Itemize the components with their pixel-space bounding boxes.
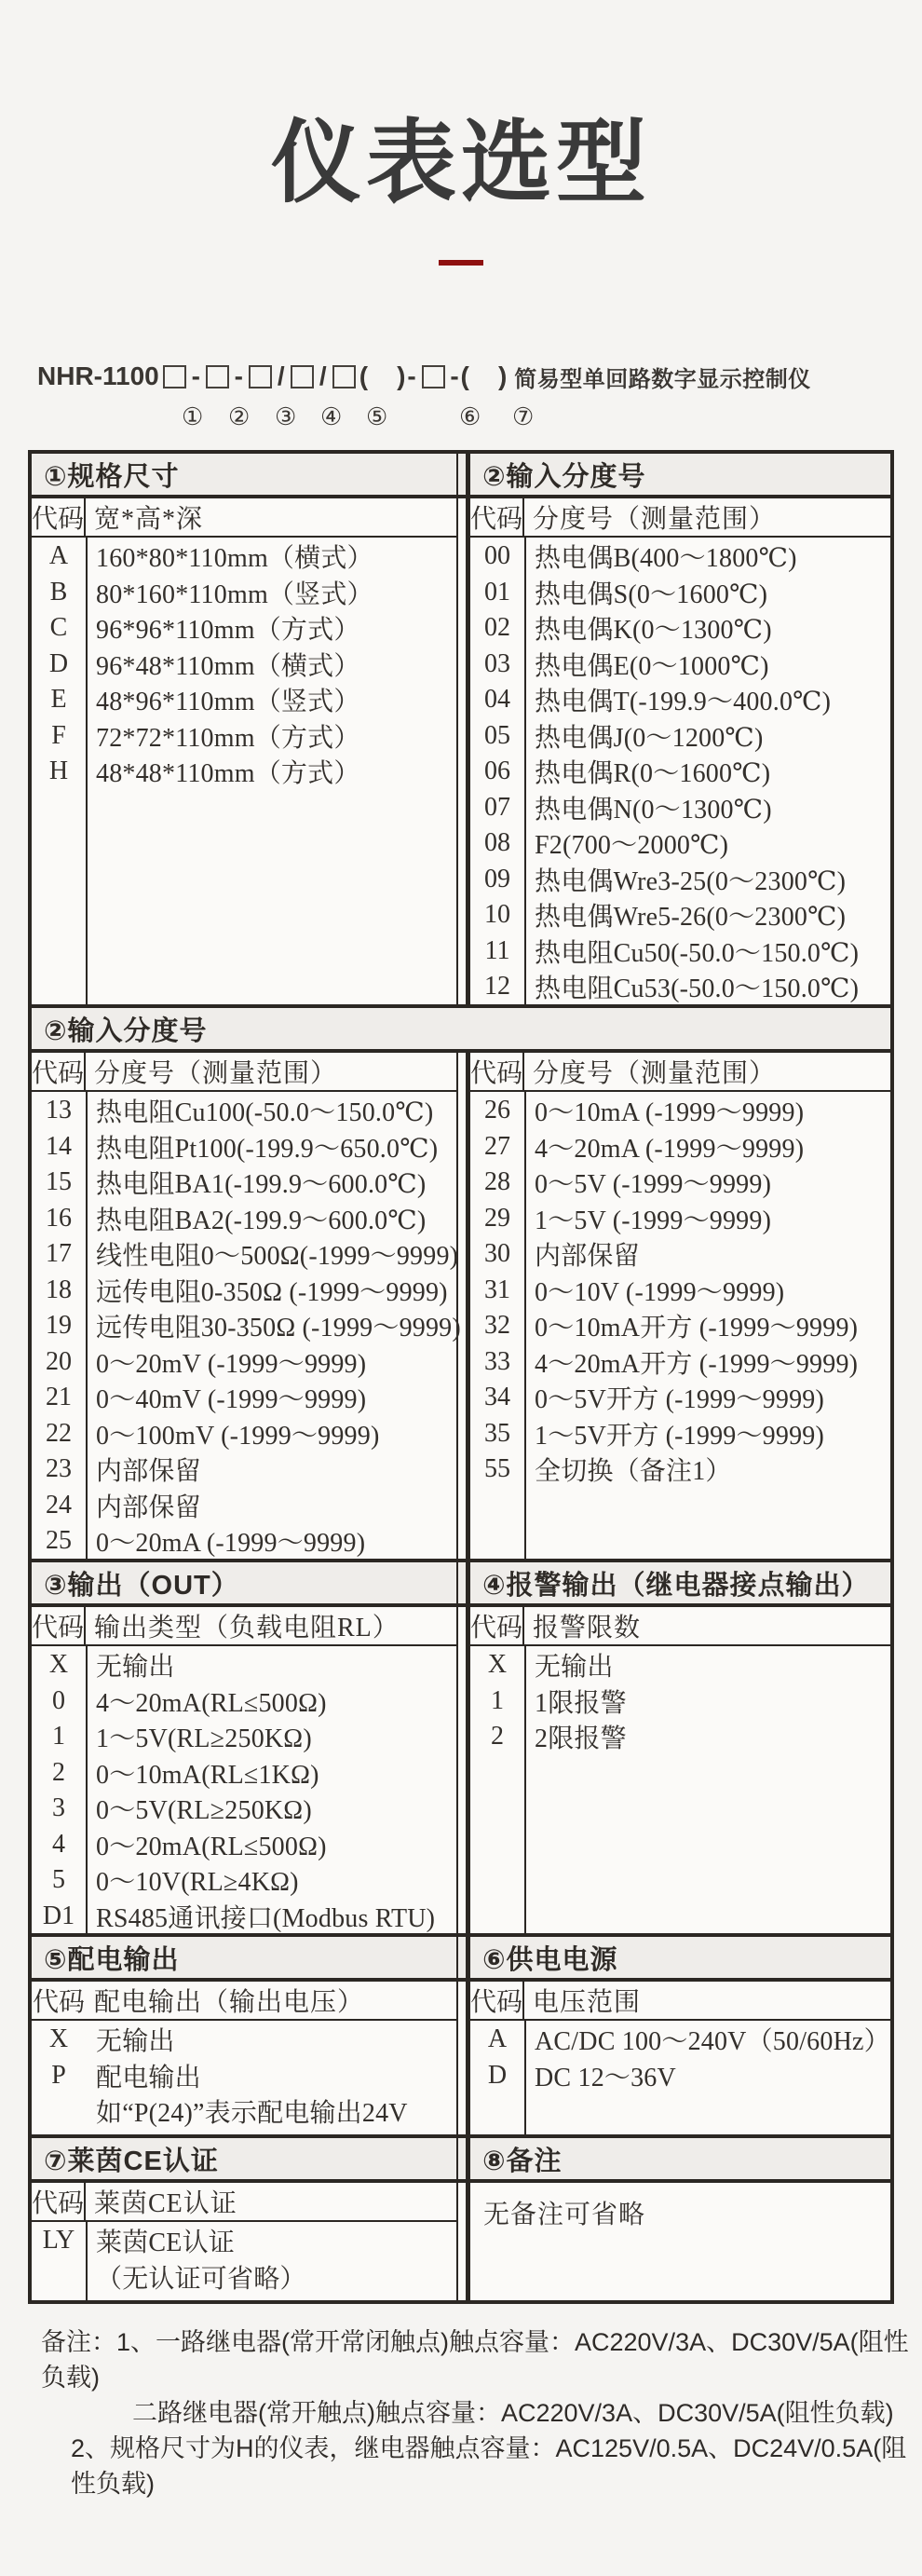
code-cell: 02 bbox=[484, 613, 510, 642]
code-cell: 25 bbox=[46, 1526, 72, 1555]
desc-cell: 热电阻BA2(-199.9～600.0℃) bbox=[96, 1206, 427, 1235]
code-cell: 09 bbox=[484, 864, 510, 893]
circle-marker: ① bbox=[182, 403, 204, 430]
table-row bbox=[32, 1415, 456, 1452]
band-gap bbox=[458, 1937, 466, 1978]
table-row bbox=[470, 896, 890, 933]
page bbox=[0, 112, 922, 2501]
desc-cell: 1～5V (-1999～9999) bbox=[535, 1206, 772, 1235]
table-row bbox=[470, 1235, 890, 1272]
code-cell: X bbox=[487, 1650, 508, 1679]
code-header: 代码 bbox=[32, 498, 86, 536]
desc-cell: 远传电阻0-350Ω (-1999～9999) bbox=[96, 1277, 448, 1307]
remark-text: 无备注可省略 bbox=[483, 2201, 646, 2229]
desc-cell: 热电偶K(0～1300℃) bbox=[535, 616, 772, 645]
column-header bbox=[32, 1053, 456, 1092]
code-cell: 04 bbox=[484, 685, 510, 714]
table-row bbox=[32, 1754, 456, 1791]
desc-cell: 96*96*110mm（方式） bbox=[96, 616, 360, 645]
model-code-line bbox=[37, 355, 922, 398]
table-row bbox=[32, 1826, 456, 1862]
code-cell: 10 bbox=[484, 900, 510, 929]
table-row bbox=[470, 753, 890, 789]
band-label-size: ①规格尺寸 bbox=[32, 454, 458, 495]
table-row bbox=[32, 717, 456, 754]
footnote-line: 2、规格尺寸为H的仪表，继电器触点容量：AC125V/0.5A、DC24V/0.5A(阻性负载) bbox=[71, 2434, 907, 2498]
desc-cell: 0～20mA (-1999～9999) bbox=[96, 1529, 366, 1558]
model-paren: ( ) bbox=[460, 361, 508, 390]
table-row bbox=[470, 574, 890, 610]
desc-header: 电压范围 bbox=[533, 1988, 642, 2017]
desc-cell: 72*72*110mm（方式） bbox=[96, 723, 360, 753]
code-cell: E bbox=[50, 685, 67, 714]
desc-cell: 160*80*110mm（横式） bbox=[96, 544, 373, 573]
footnote-line: 二路继电器(常开触点)触点容量：AC220V/3A、DC30V/5A(阻性负载) bbox=[132, 2399, 894, 2427]
code-cell: 17 bbox=[46, 1239, 72, 1268]
desc-header: 分度号（测量范围） bbox=[533, 1059, 777, 1088]
desc-cell: 配电输出 bbox=[96, 2063, 201, 2092]
table-row bbox=[32, 1718, 456, 1754]
column-header bbox=[32, 1982, 456, 2021]
desc-cell: 0～10V(RL≥4KΩ) bbox=[96, 1868, 299, 1897]
desc-cell: 热电阻Pt100(-199.9～650.0℃) bbox=[96, 1134, 439, 1164]
model-paren: ( ) bbox=[359, 361, 406, 390]
desc-cell: 线性电阻0～500Ω(-1999～9999) bbox=[96, 1242, 459, 1271]
column-header bbox=[470, 1982, 890, 2021]
code-cell: A bbox=[48, 541, 69, 570]
band-label-alarm: ④报警输出（继电器接点输出） bbox=[466, 1562, 890, 1603]
table-gap bbox=[458, 1607, 466, 1933]
code-cell: 12 bbox=[484, 972, 510, 1001]
section-band bbox=[32, 1004, 890, 1053]
remark-cell bbox=[466, 2183, 890, 2300]
code-cell: 35 bbox=[484, 1418, 510, 1448]
table-row bbox=[32, 2021, 456, 2057]
desc-cell: 0～20mA(RL≤500Ω) bbox=[96, 1832, 327, 1861]
table-row bbox=[470, 609, 890, 646]
section-band bbox=[32, 2134, 890, 2183]
band-label-distribution: ⑤配电输出 bbox=[32, 1937, 458, 1978]
model-dash: - bbox=[407, 361, 416, 390]
code-cell: 30 bbox=[484, 1239, 510, 1268]
desc-cell: 0～10mA开方 (-1999～9999) bbox=[535, 1314, 859, 1343]
table-row bbox=[32, 1487, 456, 1523]
desc-cell: 热电偶Wre5-26(0～2300℃) bbox=[535, 903, 847, 932]
code-cell: 00 bbox=[484, 541, 510, 570]
table-gap bbox=[458, 2183, 466, 2300]
code-cell: 15 bbox=[46, 1167, 72, 1196]
desc-cell: AC/DC 100～240V（50/60Hz） bbox=[535, 2027, 890, 2056]
code-cell: D1 bbox=[42, 1901, 75, 1930]
code-cell: 4 bbox=[52, 1829, 65, 1859]
desc-cell: 无输出 bbox=[96, 1653, 175, 1682]
column-header bbox=[32, 1607, 456, 1646]
table-row bbox=[470, 933, 890, 969]
desc-cell: 96*48*110mm（横式） bbox=[96, 651, 360, 681]
desc-cell: 0～40mV (-1999～9999) bbox=[96, 1385, 367, 1414]
table-row bbox=[470, 1646, 890, 1683]
model-number: NHR-1100 bbox=[37, 361, 159, 390]
model-box-1 bbox=[163, 365, 186, 388]
table-row bbox=[32, 1898, 456, 1934]
circle-marker: ⑦ bbox=[512, 403, 535, 430]
desc-cell: 2限报警 bbox=[535, 1724, 627, 1753]
desc-header: 宽*高*深 bbox=[94, 505, 204, 534]
alarm-table bbox=[466, 1607, 890, 1933]
desc-cell: 0～5V(RL≥250KΩ) bbox=[96, 1796, 312, 1825]
desc-cell: 热电阻BA1(-199.9～600.0℃) bbox=[96, 1170, 427, 1199]
desc-cell: 热电偶Wre3-25(0～2300℃) bbox=[535, 866, 847, 896]
input-code-table-1 bbox=[466, 498, 890, 1004]
section-input-continued bbox=[32, 1004, 890, 1559]
model-description: 简易型单回路数字显示控制仪 bbox=[514, 366, 811, 392]
desc-cell: 无输出 bbox=[96, 2027, 175, 2056]
desc-cell: 莱茵CE认证 bbox=[96, 2228, 235, 2257]
code-cell: LY bbox=[42, 2226, 75, 2255]
code-cell: 06 bbox=[484, 756, 510, 785]
desc-cell: 热电偶T(-199.9～400.0℃) bbox=[535, 688, 832, 716]
code-cell: 28 bbox=[484, 1167, 510, 1196]
table-row bbox=[470, 1200, 890, 1236]
code-cell: 33 bbox=[484, 1346, 510, 1376]
table-row bbox=[32, 1683, 456, 1719]
desc-cell: 48*48*110mm（方式） bbox=[96, 759, 360, 788]
distribution-table bbox=[32, 1982, 458, 2134]
output-table bbox=[32, 1607, 458, 1933]
section-band bbox=[32, 454, 890, 498]
column-header bbox=[470, 498, 890, 538]
circle-marker: ③ bbox=[275, 403, 297, 430]
code-cell: D bbox=[487, 2060, 508, 2090]
code-cell: 31 bbox=[484, 1274, 510, 1304]
table-row bbox=[470, 2021, 890, 2057]
table-row bbox=[32, 1307, 461, 1343]
table-row bbox=[32, 1343, 456, 1380]
desc-cell: 0～100mV (-1999～9999) bbox=[96, 1421, 380, 1451]
code-cell: 05 bbox=[484, 720, 510, 750]
band-label-input: ②输入分度号 bbox=[466, 454, 890, 495]
model-dash: - bbox=[191, 361, 200, 390]
table-row bbox=[32, 2057, 456, 2093]
table-row bbox=[470, 1718, 890, 1754]
desc-cell: 4～20mA开方 (-1999～9999) bbox=[535, 1349, 859, 1379]
circle-marker: ② bbox=[228, 403, 251, 430]
desc-cell: 1～5V(RL≥250KΩ) bbox=[96, 1724, 312, 1753]
desc-cell: 热电阻Cu53(-50.0～150.0℃) bbox=[535, 975, 860, 1003]
table-row bbox=[470, 646, 890, 682]
table-gap bbox=[458, 498, 466, 1004]
model-box-6 bbox=[422, 365, 445, 388]
desc-cell: 热电偶N(0～1300℃) bbox=[535, 795, 772, 825]
section-ce-and-remark bbox=[32, 2134, 890, 2300]
code-cell: 0 bbox=[52, 1685, 65, 1715]
code-cell: 3 bbox=[52, 1793, 65, 1822]
model-box-5 bbox=[332, 365, 356, 388]
desc-cell: RS485通讯接口(Modbus RTU) bbox=[96, 1903, 436, 1933]
desc-cell: F2(700～2000℃) bbox=[535, 831, 729, 860]
code-header: 代码 bbox=[470, 1607, 524, 1644]
table-row bbox=[32, 1522, 456, 1559]
code-cell: 13 bbox=[46, 1096, 72, 1124]
band-label-power: ⑥供电电源 bbox=[466, 1937, 890, 1978]
table-row bbox=[32, 538, 456, 574]
ce-table bbox=[32, 2183, 458, 2300]
desc-cell: 全切换（备注1） bbox=[535, 1457, 732, 1486]
section-band bbox=[32, 1933, 890, 1982]
model-slash: / bbox=[277, 361, 285, 390]
code-cell: 24 bbox=[46, 1490, 72, 1520]
code-cell: A bbox=[487, 2024, 508, 2053]
column-header bbox=[470, 1053, 890, 1092]
desc-cell: 0～5V (-1999～9999) bbox=[535, 1170, 772, 1199]
desc-cell: （无认证可省略） bbox=[96, 2264, 306, 2294]
section-band bbox=[32, 1559, 890, 1607]
code-cell: X bbox=[48, 1650, 69, 1679]
desc-cell: 0～5V开方 (-1999～9999) bbox=[535, 1385, 824, 1414]
table-row bbox=[470, 968, 890, 1004]
table-row bbox=[470, 825, 890, 861]
code-cell: D bbox=[48, 648, 69, 678]
model-slash: / bbox=[319, 361, 327, 390]
table-row bbox=[32, 1128, 456, 1165]
desc-cell: 热电偶B(400～1800℃) bbox=[535, 544, 797, 573]
size-table bbox=[32, 498, 458, 1004]
code-cell: 11 bbox=[484, 935, 510, 965]
table-row bbox=[470, 538, 890, 574]
desc-cell: 48*96*110mm（竖式） bbox=[96, 688, 360, 716]
table-row bbox=[32, 2222, 456, 2258]
desc-cell: 内部保留 bbox=[96, 1457, 201, 1486]
code-cell: 01 bbox=[484, 577, 510, 607]
code-cell: 07 bbox=[484, 792, 510, 822]
code-cell: 27 bbox=[484, 1131, 510, 1161]
code-cell: X bbox=[48, 2024, 69, 2053]
table-row bbox=[32, 1200, 456, 1236]
code-cell: 23 bbox=[46, 1454, 72, 1483]
table-row bbox=[32, 1379, 456, 1415]
table-row bbox=[470, 1272, 890, 1308]
code-cell: 20 bbox=[46, 1346, 72, 1376]
band-gap bbox=[458, 2138, 466, 2179]
desc-cell: 远传电阻30-350Ω (-1999～9999) bbox=[96, 1314, 461, 1343]
model-box-3 bbox=[249, 365, 272, 388]
code-cell: 19 bbox=[46, 1311, 72, 1340]
model-position-markers bbox=[0, 403, 922, 437]
section-size-and-input bbox=[32, 454, 890, 1004]
desc-cell: 0～10mA (-1999～9999) bbox=[535, 1098, 805, 1127]
code-cell: 26 bbox=[484, 1096, 510, 1124]
table-row bbox=[32, 1272, 456, 1308]
table-row bbox=[470, 1415, 890, 1452]
desc-cell: 0～10V (-1999～9999) bbox=[535, 1277, 785, 1307]
table-row bbox=[470, 717, 890, 754]
table-row bbox=[470, 1343, 890, 1380]
footnotes bbox=[41, 2324, 922, 2501]
input-code-table-2-left bbox=[32, 1053, 461, 1559]
code-cell: P bbox=[51, 2060, 66, 2090]
table-gap bbox=[458, 1053, 466, 1559]
desc-header: 莱茵CE认证 bbox=[94, 2189, 237, 2218]
table-row bbox=[470, 1379, 890, 1415]
table-row bbox=[32, 2258, 456, 2295]
desc-cell: 热电偶R(0～1600℃) bbox=[535, 759, 771, 788]
desc-header: 报警限数 bbox=[533, 1614, 642, 1642]
table-row bbox=[32, 609, 456, 646]
desc-cell: 4～20mA (-1999～9999) bbox=[535, 1134, 805, 1164]
table-row bbox=[470, 1307, 890, 1343]
desc-cell: 1～5V开方 (-1999～9999) bbox=[535, 1421, 824, 1451]
section-distribution-and-power bbox=[32, 1933, 890, 2134]
band-label-ce: ⑦莱茵CE认证 bbox=[32, 2138, 458, 2179]
column-header bbox=[470, 1607, 890, 1646]
desc-header: 分度号（测量范围） bbox=[533, 505, 777, 534]
power-table bbox=[466, 1982, 890, 2134]
code-cell: 18 bbox=[46, 1274, 72, 1304]
table-row bbox=[32, 1164, 456, 1200]
code-cell: 2 bbox=[52, 1757, 65, 1787]
table-row bbox=[32, 1092, 456, 1128]
section-output-and-alarm bbox=[32, 1559, 890, 1933]
code-cell: 14 bbox=[46, 1131, 72, 1161]
band-gap bbox=[458, 454, 466, 495]
input-code-table-2-right bbox=[466, 1053, 890, 1559]
band-label-output: ③输出（OUT） bbox=[32, 1562, 458, 1603]
code-header: 代码 bbox=[470, 498, 524, 536]
table-row bbox=[470, 681, 890, 717]
code-cell: H bbox=[48, 756, 69, 785]
code-header: 代码 bbox=[32, 2183, 86, 2220]
code-cell: B bbox=[49, 577, 68, 607]
table-row bbox=[32, 1235, 459, 1272]
desc-cell: 热电阻Cu100(-50.0～150.0℃) bbox=[96, 1098, 434, 1127]
table-row bbox=[32, 1646, 456, 1683]
desc-cell: 如“P(24)”表示配电输出24V bbox=[96, 2099, 408, 2128]
code-header: 代码 bbox=[32, 1053, 86, 1090]
circle-marker: ⑤ bbox=[366, 403, 388, 430]
table-row bbox=[470, 1451, 890, 1487]
code-header: 代码 bbox=[32, 1607, 86, 1644]
code-cell: 1 bbox=[52, 1722, 65, 1751]
desc-cell: 无输出 bbox=[535, 1653, 614, 1682]
table-row bbox=[470, 2057, 890, 2093]
table-row bbox=[32, 1451, 456, 1487]
code-cell: 29 bbox=[484, 1203, 510, 1233]
desc-header: 输出类型（负载电阻RL） bbox=[94, 1614, 400, 1642]
code-cell: 1 bbox=[491, 1685, 504, 1715]
column-header bbox=[32, 498, 456, 538]
title-divider bbox=[439, 260, 483, 266]
band-gap bbox=[458, 1562, 466, 1603]
code-cell: 5 bbox=[52, 1865, 65, 1894]
model-dash: - bbox=[234, 361, 243, 390]
page-title: 仪表选型 bbox=[271, 112, 651, 213]
table-row bbox=[470, 1164, 890, 1200]
desc-cell: 1限报警 bbox=[535, 1688, 627, 1718]
table-row bbox=[470, 861, 890, 897]
table-row bbox=[32, 646, 456, 682]
footnote-line: 备注：1、一路继电器(常开常闭触点)触点容量：AC220V/3A、DC30V/5A(阻性负载) bbox=[41, 2328, 909, 2392]
band-label-remark: ⑧备注 bbox=[466, 2138, 890, 2179]
code-cell: 32 bbox=[484, 1311, 510, 1340]
desc-cell: 内部保留 bbox=[96, 1492, 201, 1522]
desc-header: 配电输出（输出电压） bbox=[94, 1988, 365, 2017]
desc-cell: DC 12～36V bbox=[535, 2063, 676, 2092]
table-row bbox=[470, 1092, 890, 1128]
circle-marker: ④ bbox=[320, 403, 343, 430]
code-cell: 08 bbox=[484, 828, 510, 857]
code-cell: 34 bbox=[484, 1383, 510, 1411]
desc-cell: 4～20mA(RL≤500Ω) bbox=[96, 1688, 327, 1718]
column-header bbox=[32, 2183, 456, 2222]
table-row bbox=[32, 2092, 456, 2129]
desc-cell: 热电阻Cu50(-50.0～150.0℃) bbox=[535, 938, 860, 968]
desc-cell: 80*160*110mm（竖式） bbox=[96, 579, 373, 609]
code-cell: 2 bbox=[491, 1722, 504, 1751]
desc-cell: 热电偶S(0～1600℃) bbox=[535, 579, 768, 609]
code-cell: 22 bbox=[46, 1418, 72, 1448]
code-cell: C bbox=[49, 613, 68, 642]
table-row bbox=[32, 574, 456, 610]
code-cell: F bbox=[51, 720, 66, 750]
desc-cell: 0～20mV (-1999～9999) bbox=[96, 1349, 367, 1379]
code-cell: 03 bbox=[484, 648, 510, 678]
table-row bbox=[32, 1790, 456, 1826]
code-header: 代码 bbox=[470, 1982, 524, 2019]
table-row bbox=[32, 753, 456, 789]
desc-header: 分度号（测量范围） bbox=[94, 1059, 338, 1088]
desc-cell: 热电偶E(0～1000℃) bbox=[535, 651, 769, 681]
code-header: 代码 bbox=[32, 1988, 85, 2017]
table-gap bbox=[458, 1982, 466, 2134]
table-row bbox=[470, 789, 890, 825]
code-cell: 55 bbox=[484, 1454, 510, 1483]
circle-marker: ⑥ bbox=[459, 403, 481, 430]
table-row bbox=[470, 1128, 890, 1165]
band-label-input-cont: ②输入分度号 bbox=[44, 1015, 208, 1046]
desc-cell: 热电偶J(0～1200℃) bbox=[535, 723, 764, 753]
desc-cell: 0～10mA(RL≤1KΩ) bbox=[96, 1760, 319, 1790]
table-row bbox=[32, 681, 456, 717]
code-cell: 16 bbox=[46, 1203, 72, 1233]
selection-table bbox=[28, 450, 894, 2304]
code-cell: 21 bbox=[46, 1383, 72, 1411]
desc-cell: 内部保留 bbox=[535, 1242, 640, 1271]
table-row bbox=[470, 1683, 890, 1719]
table-row bbox=[32, 1861, 456, 1898]
model-dash: - bbox=[450, 361, 459, 390]
model-box-2 bbox=[206, 365, 229, 388]
code-header: 代码 bbox=[470, 1053, 524, 1090]
model-box-4 bbox=[291, 365, 314, 388]
